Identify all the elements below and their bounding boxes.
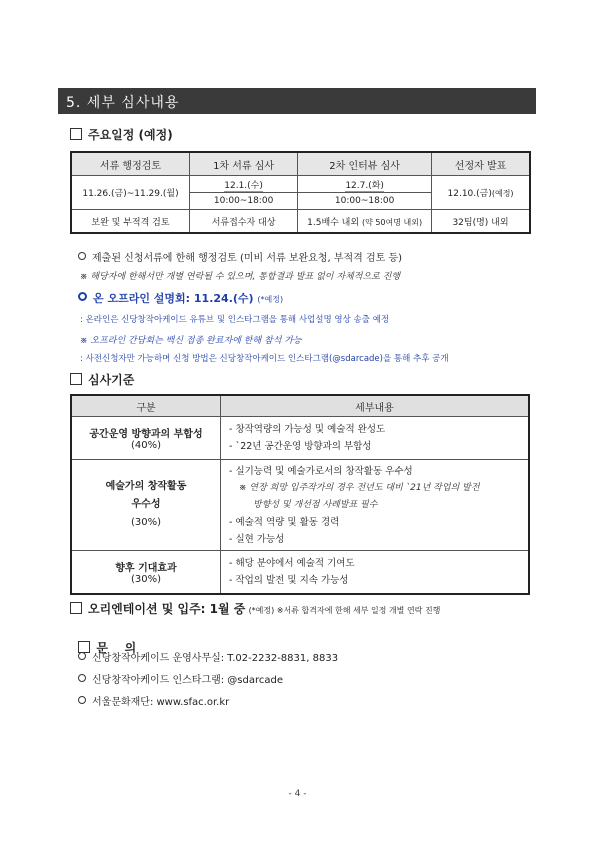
circle-bullet-icon <box>78 652 86 660</box>
table-cell: 서류접수자 대상 <box>189 210 297 234</box>
briefing-line: 온 오프라인 설명회: 11.24.(수) (*예정) <box>78 290 283 306</box>
contact-heading: 문 의 <box>70 625 136 656</box>
col-header: 서류 행정검토 <box>71 152 189 176</box>
table-cell: 10:00~18:00 <box>298 193 432 210</box>
col-header: 선정자 발표 <box>432 152 530 176</box>
note-line: : 온라인은 신당창작아케이드 유튜브 및 인스타그램을 통해 사업설명 영상 송출 예정 <box>80 315 390 325</box>
col-header: 1차 서류 심사 <box>189 152 297 176</box>
checkbox-icon <box>70 373 82 385</box>
criteria-detail: - 창작역량의 가능성 및 예술적 완성도 - `22년 공간운영 방향과의 부합성 <box>221 417 530 460</box>
note-line: ※ 오프라인 간담회는 백신 접종 완료자에 한해 참석 가능 <box>80 336 302 346</box>
table-cell: 12.1.(수) <box>189 176 297 193</box>
checkbox-icon <box>70 602 82 614</box>
circle-bullet-icon <box>78 252 86 260</box>
col-header: 세부내용 <box>221 395 530 417</box>
col-header: 구분 <box>71 395 221 417</box>
table-cell: 12.10.(금)(예정) <box>432 176 530 210</box>
table-cell: 12.7.(화) <box>298 176 432 193</box>
criteria-heading: 심사기준 <box>70 371 134 388</box>
contact-item: 서울문화재단: www.sfac.or.kr <box>78 693 229 708</box>
criteria-table <box>70 394 530 595</box>
contact-item: 신당창작아케이드 운영사무실: T.02-2232-8831, 8833 <box>78 649 338 664</box>
note-line: 제출된 신청서류에 한해 행정검토 (미비 서류 보완요청, 부적격 검토 등) <box>78 249 402 264</box>
page-number: - 4 - <box>288 789 307 799</box>
section-title: 5. 세부 심사내용 <box>66 95 180 111</box>
criteria-label: 예술가의 창작활동 우수성 (30%) <box>71 460 221 551</box>
note-line: ※ 해당자에 한해서만 개별 연락될 수 있으며, 통합결과 발표 없이 자체적으로 진행 <box>80 272 401 282</box>
circle-bullet-icon <box>78 292 87 301</box>
contact-item: 신당창작아케이드 인스타그램: @sdarcade <box>78 671 283 686</box>
orientation-line: 오리엔테이션 및 입주: 1월 중 (*예정) ※서류 합격자에 한해 세부 일정 개별 연락 진행 <box>70 600 440 617</box>
table-cell: 보완 및 부적격 검토 <box>71 210 189 234</box>
criteria-detail: - 실기능력 및 예술가로서의 창작활동 우수성 ※ 연장 희망 입주작가의 경우 전년도 대비 `21년 작업의 발전 방향성 및 개선점 사례발표 필수 - 예술적 역량 및 활동 경력 - 실현 가능성 <box>221 460 530 551</box>
criteria-detail: - 해당 분야에서 예술적 기여도 - 작업의 발전 및 지속 가능성 <box>221 551 530 595</box>
schedule-table <box>70 151 531 234</box>
schedule-heading: 주요일정 (예정) <box>70 126 173 143</box>
criteria-label: 향후 기대효과 (30%) <box>71 551 221 595</box>
table-cell: 11.26.(금)~11.29.(월) <box>71 176 189 210</box>
table-cell: 32팀(명) 내외 <box>432 210 530 234</box>
checkbox-icon <box>70 128 82 140</box>
note-line: : 사전신청자만 가능하며 신청 방법은 신당창작아케이드 인스타그램(@sdarcade)을 통해 추후 공개 <box>80 354 449 364</box>
section-header <box>58 88 536 114</box>
table-cell: 10:00~18:00 <box>189 193 297 210</box>
table-cell: 1.5배수 내외 (약 50여명 내외) <box>298 210 432 234</box>
criteria-label: 공간운영 방향과의 부합성 (40%) <box>71 417 221 460</box>
circle-bullet-icon <box>78 696 86 704</box>
circle-bullet-icon <box>78 674 86 682</box>
col-header: 2차 인터뷰 심사 <box>298 152 432 176</box>
